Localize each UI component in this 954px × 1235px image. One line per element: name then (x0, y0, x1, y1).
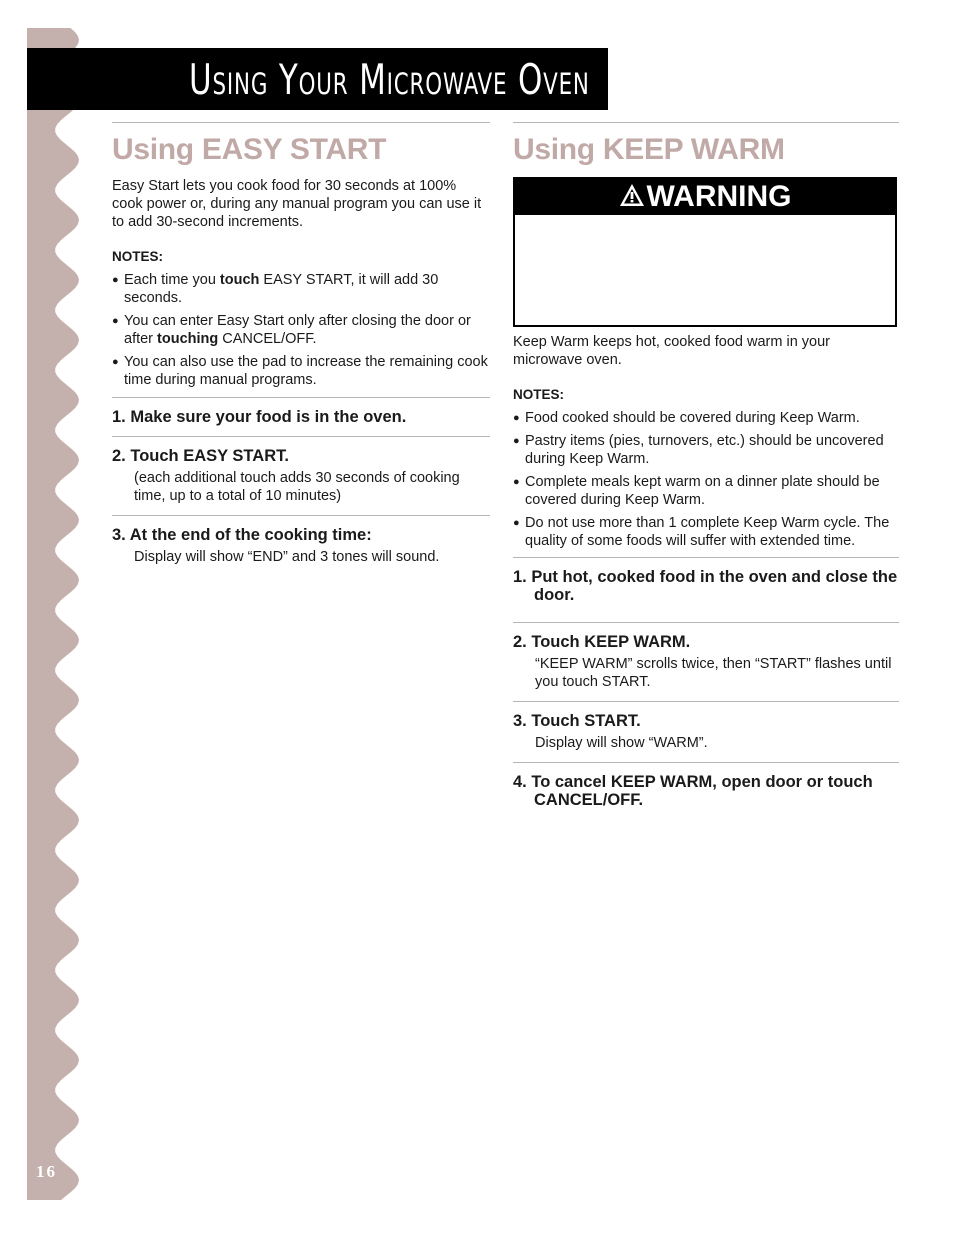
bullet-icon: ● (513, 476, 520, 488)
section-divider (112, 122, 490, 123)
page-number: 16 (36, 1162, 57, 1181)
bullet-icon: ● (513, 435, 520, 447)
step-title: 4. To cancel KEEP WARM, open door or touch CANCEL/OFF. (513, 773, 873, 809)
step-description: Display will show “END” and 3 tones will sound. (134, 549, 440, 565)
step-3 (513, 702, 899, 752)
easy-start-heading: Using EASY START (112, 133, 387, 166)
step-2 (513, 623, 899, 691)
step-title: 2. Touch KEEP WARM. (513, 633, 691, 651)
step-description: “KEEP WARM” scrolls twice, then “START” flashes until you touch START. (535, 656, 892, 690)
keep-warm-section (513, 122, 899, 813)
warning-triangle-icon (619, 183, 645, 207)
list-item: ● Complete meals kept warm on a dinner plate should be covered during Keep Warm. (513, 474, 880, 508)
keep-warm-notes-label: NOTES: (513, 387, 565, 402)
header-banner (27, 48, 608, 110)
section-divider (513, 122, 899, 123)
bullet-icon: ● (513, 517, 520, 529)
sidebar-wave-shape (27, 28, 79, 1200)
step-description: Display will show “WARM”. (535, 735, 708, 751)
bullet-icon: ● (112, 274, 119, 286)
step-4 (513, 763, 899, 809)
keep-warm-heading: Using KEEP WARM (513, 133, 785, 166)
easy-start-notes-label: NOTES: (112, 249, 164, 264)
list-item: ● Pastry items (pies, turnovers, etc.) should be uncovered during Keep Warm. (513, 433, 884, 467)
keep-warm-intro: Keep Warm keeps hot, cooked food warm in your microwave oven. (513, 334, 831, 368)
list-item: ● Each time you touch EASY START, it will add 30 seconds. (112, 272, 439, 306)
step-title: 3. Touch START. (513, 712, 641, 730)
easy-start-intro: Easy Start lets you cook food for 30 seconds at 100% cook power or, during any manual program you can use it to add 30-second increments. (112, 178, 482, 230)
step-3 (112, 516, 490, 566)
bullet-icon: ● (513, 412, 520, 424)
step-description: (each additional touch adds 30 seconds of cooking time, up to a total of 10 minutes) (134, 470, 460, 504)
step-1 (513, 558, 899, 604)
step-title: 1. Put hot, cooked food in the oven and close the door. (513, 568, 898, 604)
step-2 (112, 437, 490, 505)
warning-box (513, 177, 897, 327)
warning-label: WARNING (646, 180, 792, 213)
keep-warm-notes (513, 409, 899, 550)
list-item: ● Food cooked should be covered during Keep Warm. (513, 410, 860, 426)
sidebar-decoration (27, 28, 87, 1200)
list-item: ● Do not use more than 1 complete Keep Warm cycle. The quality of some foods will suffer with extended time. (513, 515, 890, 549)
page-title: Using Your Microwave Oven (189, 55, 590, 104)
step-title: 3. At the end of the cooking time: (112, 526, 372, 544)
step-title: 2. Touch EASY START. (112, 447, 289, 465)
step-1 (112, 398, 490, 426)
warning-header (515, 179, 895, 215)
easy-start-notes (112, 271, 490, 389)
list-item: ● You can enter Easy Start only after closing the door or after touching CANCEL/OFF. (112, 313, 471, 347)
step-title: 1. Make sure your food is in the oven. (112, 408, 407, 426)
easy-start-section (112, 122, 490, 566)
list-item: ● You can also use the pad to increase the remaining cook time during manual programs. (112, 354, 488, 388)
bullet-icon: ● (112, 315, 119, 327)
bullet-icon: ● (112, 356, 119, 368)
